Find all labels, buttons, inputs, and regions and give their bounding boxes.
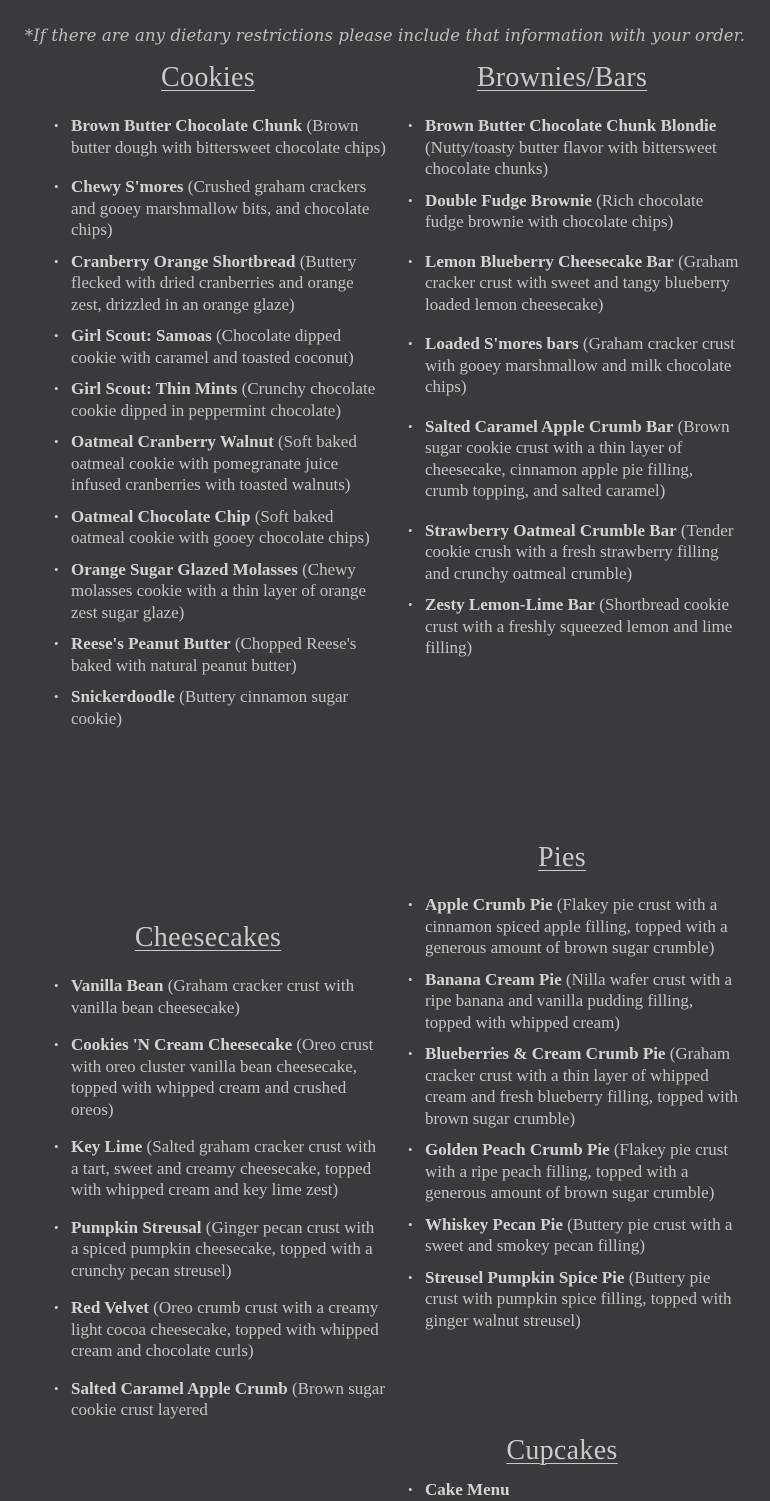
item-description: (Ginger pecan crust with a spiced pumpkin cheesecake, topped with a crunchy pecan streusel) [71,1217,375,1280]
item-name: Blueberries & Cream Crumb Pie [425,1044,666,1063]
brownies-item [408,251,740,316]
item-name: Cake Menu [425,1480,510,1499]
item-description: (Crushed graham crackers and gooey marshmallow bits, and chocolate chips) [71,177,370,239]
cookies-heading: Cookies [161,62,255,93]
item-name: Girl Scout: Thin Mints [71,379,238,398]
cupcakes-heading: Cupcakes [506,1435,618,1466]
item-description: (Oreo crust with oreo cluster vanilla bean cheesecake, topped with whipped cream and crushed oreos) [71,1035,374,1119]
item-description: (Graham cracker crust with vanilla bean cheesecake) [71,976,355,1017]
item-name: Oatmeal Cranberry Walnut [71,432,274,451]
item-name: Whiskey Pecan Pie [425,1214,563,1234]
item-description: (Shortbread cookie crust with a freshly squeezed lemon and lime filling) [425,595,733,657]
item-description: (Chocolate dipped cookie with caramel and toasted coconut) [71,326,354,367]
pies-list [408,894,740,1331]
item-name: Banana Cream Pie [425,969,562,989]
item-description: (Graham cracker crust with a thin layer of whipped cream and fresh blueberry filling, topped with brown sugar crumble) [425,1044,738,1128]
brownies-item [408,416,740,502]
pies-item [408,1214,740,1257]
cookies-item [54,251,386,316]
pies-item [408,1139,740,1204]
cookies-item [54,686,386,729]
item-name: Streusel Pumpkin Spice Pie [425,1267,625,1287]
item-description: (Brown sugar cookie crust layered [71,1378,386,1419]
cookies-list [54,115,386,729]
item-description: (Brown sugar cookie crust with a thin layer of cheesecake, cinnamon apple pie filling, crumb topping, and salted caramel) [425,416,730,500]
cupcakes-list [408,1479,740,1501]
pies-item [408,1267,740,1332]
pies-heading: Pies [538,842,586,873]
pies-item [408,1043,740,1129]
item-name: Snickerdoodle [71,687,175,706]
item-name: Zesty Lemon-Lime Bar [425,595,595,614]
item-name: Brown Butter Chocolate Chunk [71,116,303,135]
item-name: Oatmeal Chocolate Chip [71,506,251,526]
item-name: Vanilla Bean [71,976,164,995]
item-description: (Crunchy chocolate cookie dipped in peppermint chocolate) [71,379,376,420]
cheesecakes-heading: Cheesecakes [134,922,282,953]
item-description: (Buttery flecked with dried cranberries and orange zest, drizzled in an orange glaze) [71,251,357,314]
item-name: Salted Caramel Apple Crumb Bar [425,416,674,436]
item-description: (Brown butter dough with bittersweet chocolate chips) [71,116,386,157]
pies-item [408,894,740,959]
brownies-heading: Brownies/Bars [476,62,648,93]
item-name: Pumpkin Streusal [71,1217,202,1237]
item-description: (Chewy molasses cookie with a thin layer of orange zest sugar glaze) [71,559,367,622]
item-description: (Buttery cinnamon sugar cookie) [71,687,349,728]
item-description: (Rich chocolate fudge brownie with chocolate chips) [425,190,704,231]
item-description: (Oreo crumb crust with a creamy light cocoa cheesecake, topped with whipped cream and chocolate curls) [71,1298,379,1360]
cheesecakes-item [54,1034,386,1120]
brownies-item [408,594,740,659]
item-description: (Flakey pie crust with a cinnamon spiced apple filling, topped with a generous amount of brown sugar crumble) [425,895,728,957]
cookies-item [54,378,386,421]
item-name: Strawberry Oatmeal Crumble Bar [425,520,677,540]
cheesecakes-list [54,975,386,1421]
cookies-item [54,633,386,676]
item-description: (Soft baked oatmeal cookie with pomegranate juice infused cranberries with toasted walnuts) [71,432,357,494]
cookies-item [54,559,386,624]
cupcakes-item [408,1479,740,1501]
item-description: (Chopped Reese's baked with natural peanut butter) [71,634,357,675]
item-name: Apple Crumb Pie [425,895,553,914]
brownies-item [408,190,740,233]
item-description: (Tender cookie crush with a fresh strawberry filling and crunchy oatmeal crumble) [425,520,734,583]
pies-item [408,969,740,1034]
dietary-notice: *If there are any dietary restrictions please include that information with your order. [24,26,746,45]
cheesecakes-item [54,1297,386,1362]
brownies-item [408,520,740,585]
item-name: Lemon Blueberry Cheesecake Bar [425,251,674,271]
cookies-item [54,325,386,368]
cheesecakes-item [54,1136,386,1201]
item-description: (Soft baked oatmeal cookie with gooey chocolate chips) [71,506,370,547]
cookies-item [54,176,386,241]
item-description: (Nutty/toasty butter flavor with bittersweet chocolate chunks) [425,137,717,178]
cookies-item [54,115,386,158]
item-name: Loaded S'mores bars [425,334,579,353]
cheesecakes-item [54,1217,386,1282]
cheesecakes-item [54,975,386,1018]
item-name: Double Fudge Brownie [425,190,592,210]
item-name: Reese's Peanut Butter [71,634,231,653]
cookies-item [54,431,386,496]
item-description: (Salted graham cracker crust with a tart, sweet and creamy cheesecake, topped with whipped cream and key lime zest) [71,1137,376,1199]
item-name: Cookies 'N Cream Cheesecake [71,1035,293,1054]
item-name: Chewy S'mores [71,177,184,196]
brownies-list [408,115,740,659]
item-name: Golden Peach Crumb Pie [425,1140,610,1159]
item-description: (Graham cracker crust with gooey marshmallow and milk chocolate chips) [425,334,735,396]
brownies-item [408,115,740,180]
item-description: (Buttery pie crust with pumpkin spice filling, topped with ginger walnut streusel) [425,1267,732,1330]
item-name: Orange Sugar Glazed Molasses [71,559,298,579]
item-description: (Flakey pie crust with a ripe peach filling, topped with a generous amount of brown sugar crumble) [425,1140,729,1202]
item-name: Salted Caramel Apple Crumb [71,1378,288,1398]
item-name: Girl Scout: Samoas [71,326,212,345]
item-description: (Graham cracker crust with sweet and tangy blueberry loaded lemon cheesecake) [425,251,739,314]
item-name: Key Lime [71,1137,143,1156]
cheesecakes-item [54,1378,386,1421]
item-name: Red Velvet [71,1298,149,1317]
item-name: Brown Butter Chocolate Chunk Blondie [425,116,717,135]
cookies-item [54,506,386,549]
brownies-item [408,333,740,398]
item-name: Cranberry Orange Shortbread [71,251,296,271]
item-description: (Nilla wafer crust with a ripe banana and vanilla pudding filling, topped with whipped cream) [425,969,733,1032]
item-description: (Buttery pie crust with a sweet and smokey pecan filling) [425,1214,733,1255]
